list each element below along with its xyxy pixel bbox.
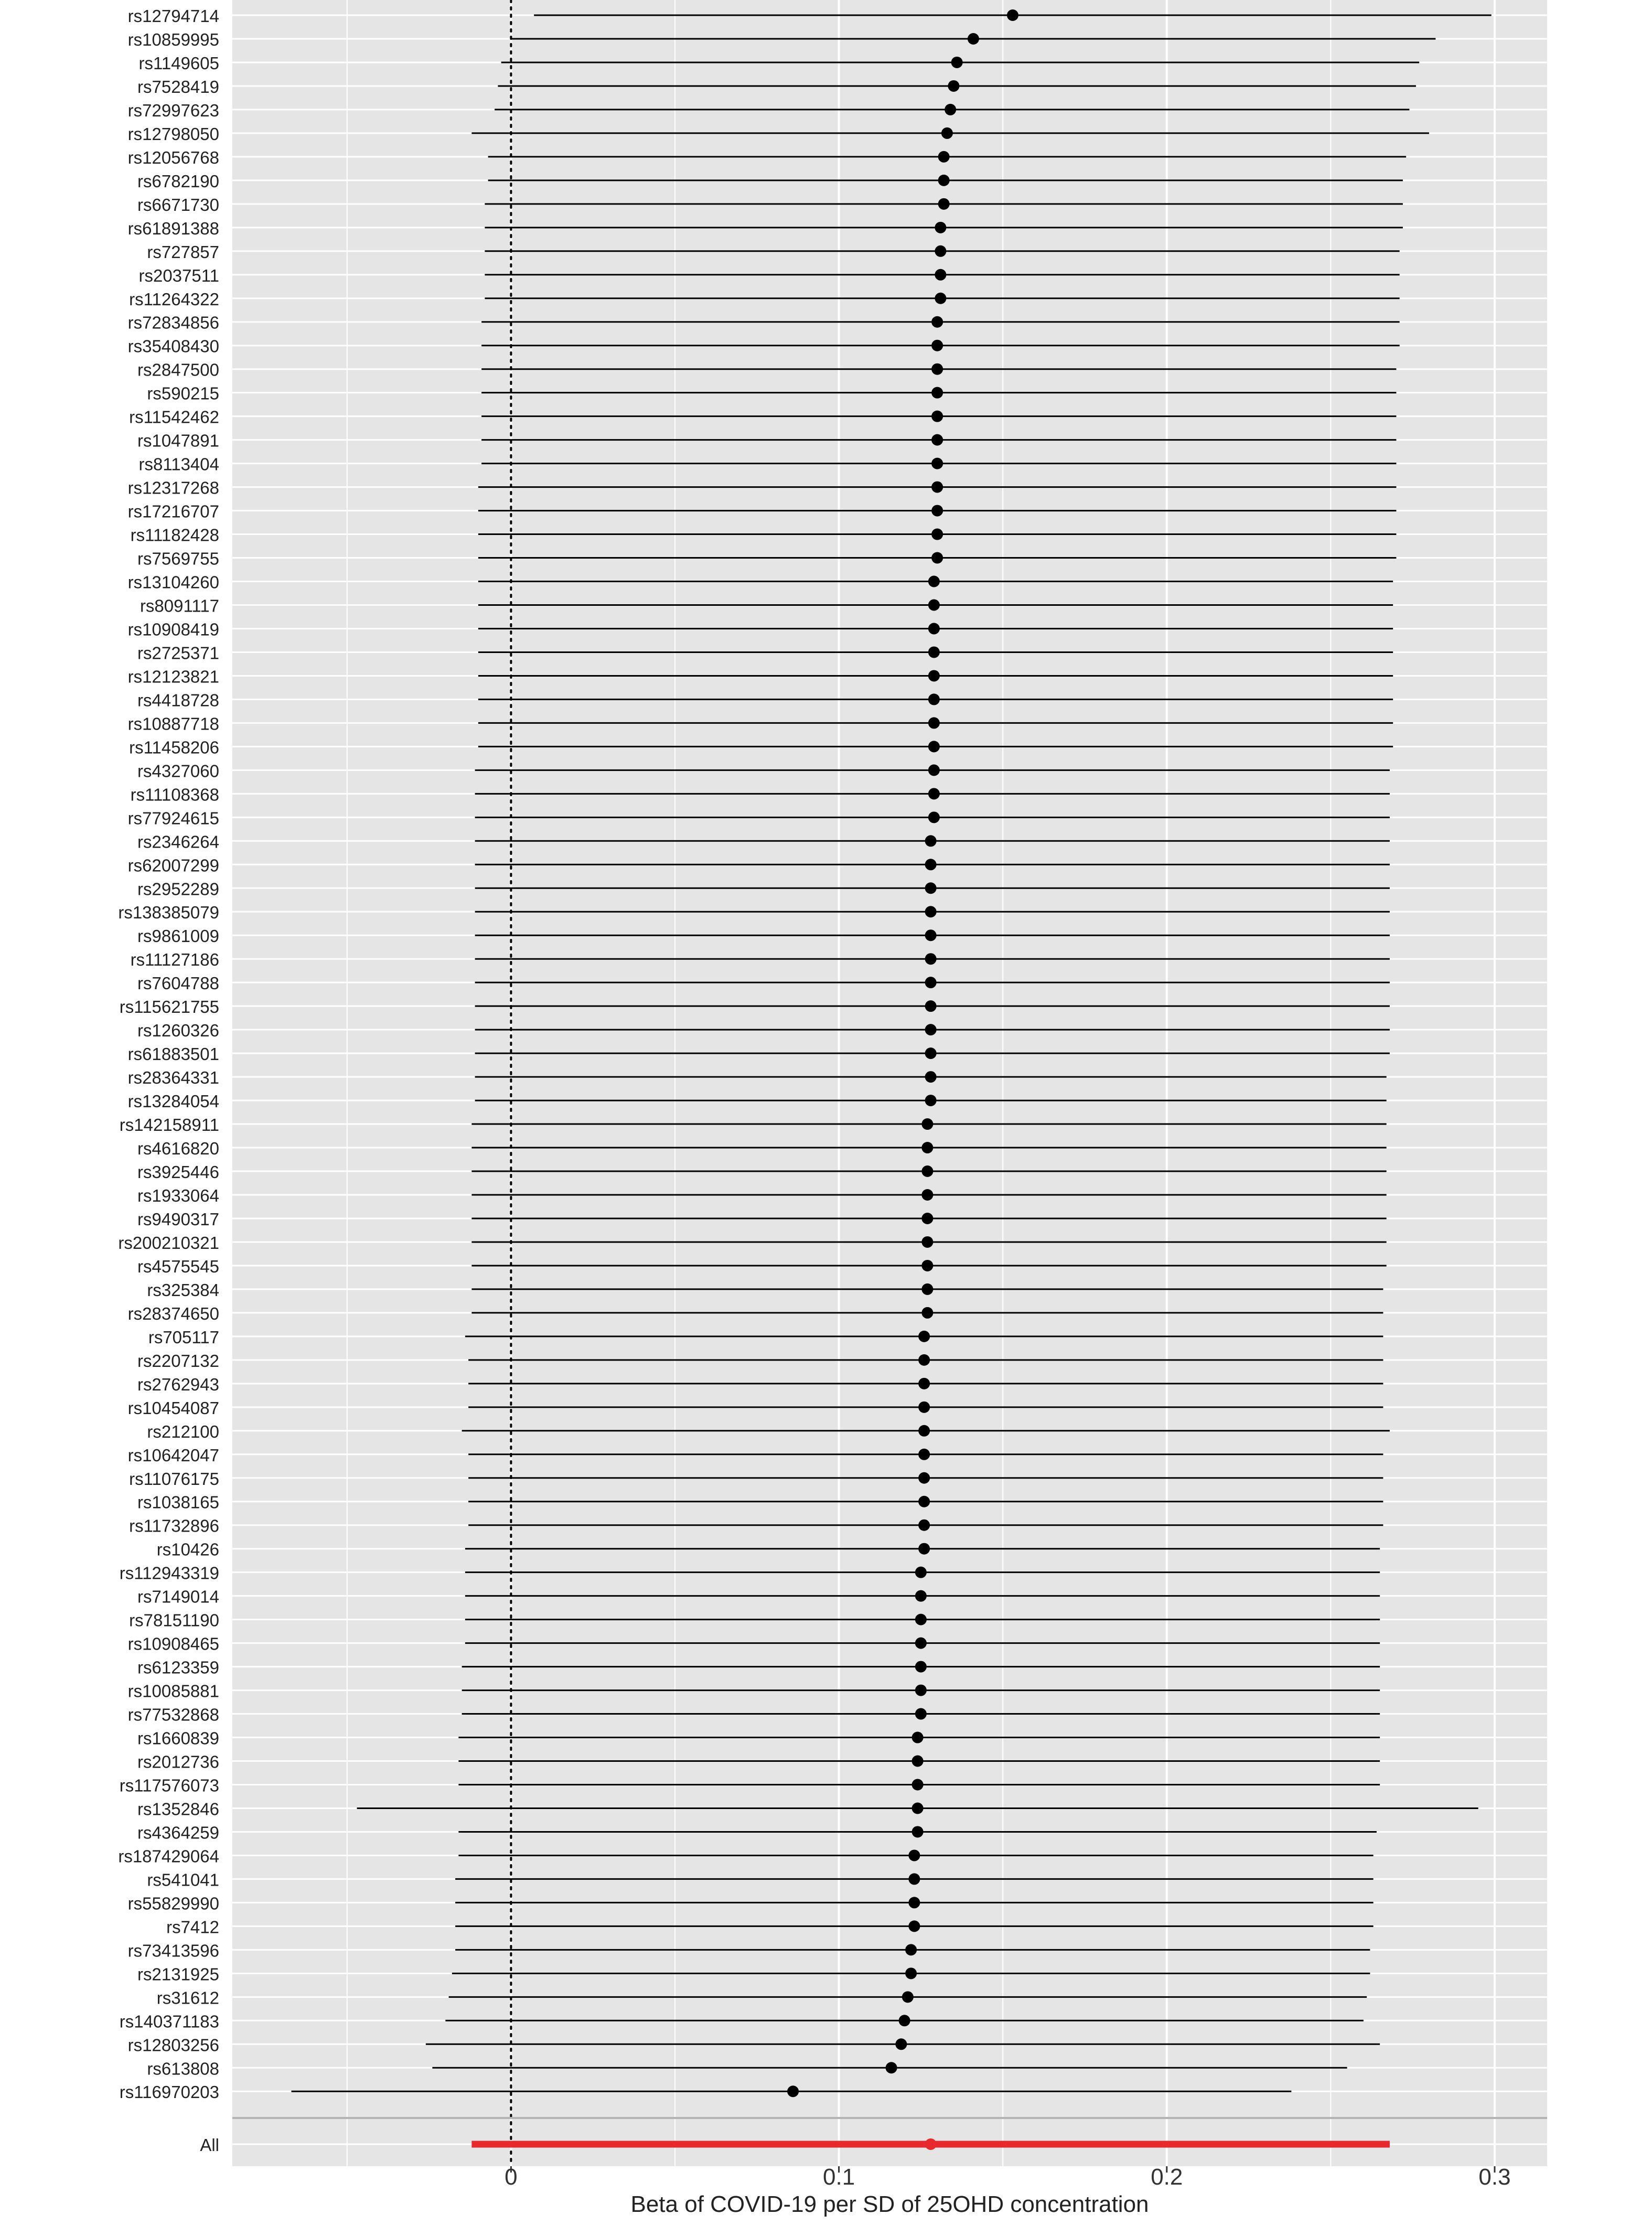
point-estimate [931, 529, 943, 540]
point-estimate [928, 600, 940, 611]
snp-label: rs6123359 [137, 1657, 219, 1677]
snp-label: rs17216707 [127, 501, 219, 521]
snp-label: rs10454087 [127, 1398, 219, 1418]
snp-label: rs212100 [147, 1421, 219, 1441]
point-estimate [918, 1449, 930, 1460]
point-estimate [935, 245, 946, 257]
snp-label: rs11542462 [129, 407, 219, 427]
snp-label: rs77532868 [127, 1705, 219, 1725]
point-estimate [918, 1496, 930, 1507]
snp-label: rs705117 [148, 1327, 219, 1347]
snp-label: rs116970203 [119, 2082, 219, 2102]
point-estimate [899, 2015, 910, 2026]
snp-label: rs72997623 [127, 100, 219, 120]
point-estimate [918, 1354, 930, 1366]
snp-label: rs8091117 [140, 596, 219, 616]
snp-label: rs11127186 [130, 950, 219, 970]
point-estimate [912, 1779, 924, 1791]
point-estimate [948, 80, 959, 92]
point-estimate [931, 434, 943, 446]
point-estimate [912, 1756, 924, 1767]
snp-label: rs2037511 [138, 265, 219, 285]
point-estimate [925, 1047, 937, 1059]
snp-label: rs13104260 [127, 572, 219, 592]
point-estimate [931, 340, 943, 351]
snp-label: rs1660839 [137, 1728, 219, 1748]
point-estimate [925, 859, 937, 870]
snp-label: rs613808 [147, 2059, 219, 2079]
point-estimate [968, 33, 979, 45]
point-estimate [912, 1732, 924, 1743]
snp-label: rs11182428 [130, 525, 219, 545]
snp-label: rs7149014 [137, 1587, 219, 1607]
snp-label: rs6671730 [137, 195, 219, 215]
point-estimate [908, 1873, 920, 1885]
point-estimate [931, 505, 943, 517]
snp-label: rs541041 [147, 1870, 219, 1890]
point-estimate [918, 1425, 930, 1437]
point-estimate [921, 1189, 933, 1201]
snp-label: rs10426 [156, 1539, 219, 1559]
snp-label: rs1038165 [137, 1492, 219, 1512]
snp-label: rs1260326 [137, 1021, 219, 1041]
point-estimate [928, 811, 940, 823]
point-estimate [921, 1260, 933, 1271]
point-estimate [925, 835, 937, 847]
snp-label: rs187429064 [118, 1846, 219, 1866]
point-estimate [925, 1095, 937, 1106]
snp-label: rs11076175 [129, 1469, 219, 1489]
snp-label: rs200210321 [118, 1233, 219, 1253]
summary-point-estimate [925, 2138, 937, 2150]
snp-label: rs10908465 [127, 1634, 219, 1654]
snp-label: rs590215 [147, 383, 219, 403]
snp-label: rs4575545 [137, 1256, 219, 1276]
snp-label: rs4327060 [137, 761, 219, 781]
point-estimate [928, 646, 940, 658]
snp-label: rs7569755 [137, 549, 219, 569]
snp-label: rs55829990 [127, 1893, 219, 1913]
point-estimate [921, 1213, 933, 1224]
snp-label: rs4418728 [137, 690, 219, 710]
point-estimate [925, 953, 937, 965]
point-estimate [915, 1708, 927, 1720]
point-estimate [951, 57, 963, 68]
point-estimate [921, 1283, 933, 1295]
snp-label: rs2012736 [137, 1752, 219, 1772]
point-estimate [921, 1307, 933, 1319]
snp-label: rs61891388 [127, 218, 219, 238]
point-estimate [902, 1991, 914, 2003]
snp-label: rs78151190 [129, 1610, 219, 1630]
snp-label: rs77924615 [127, 808, 219, 828]
snp-label: rs2952289 [137, 879, 219, 899]
snp-label: rs13284054 [127, 1092, 219, 1111]
snp-label: rs2131925 [137, 1964, 219, 1984]
point-estimate [915, 1567, 927, 1578]
point-estimate [925, 882, 937, 894]
snp-label: rs10908419 [127, 619, 219, 639]
snp-label: rs727857 [147, 242, 219, 262]
point-estimate [918, 1401, 930, 1413]
point-estimate [931, 458, 943, 469]
snp-label: rs72834856 [127, 313, 219, 333]
point-estimate [941, 127, 953, 139]
point-estimate [928, 788, 940, 799]
point-estimate [918, 1331, 930, 1342]
snp-label: rs7412 [166, 1917, 219, 1937]
point-estimate [908, 1897, 920, 1908]
point-estimate [928, 623, 940, 634]
snp-label: rs28374650 [127, 1303, 219, 1323]
snp-label: rs12803256 [127, 2035, 219, 2055]
snp-label: rs2847500 [137, 360, 219, 380]
point-estimate [938, 198, 950, 210]
snp-label: rs6782190 [137, 171, 219, 191]
point-estimate [908, 1849, 920, 1861]
summary-label: All [200, 2135, 219, 2155]
x-tick-label: 0.1 [823, 2164, 855, 2190]
snp-label: rs9490317 [137, 1209, 219, 1229]
snp-label: rs12317268 [127, 478, 219, 498]
point-estimate [915, 1590, 927, 1602]
point-estimate [928, 741, 940, 752]
snp-label: rs10887718 [127, 714, 219, 734]
snp-label: rs2207132 [137, 1351, 219, 1371]
snp-label: rs325384 [147, 1280, 219, 1300]
snp-label: rs3925446 [137, 1162, 219, 1182]
point-estimate [945, 104, 956, 115]
point-estimate [935, 222, 946, 233]
plot-panel [232, 0, 1547, 2166]
snp-label: rs11264322 [129, 289, 219, 309]
snp-label: rs61883501 [127, 1044, 219, 1064]
point-estimate [925, 1000, 937, 1012]
snp-label: rs31612 [156, 1988, 219, 2008]
point-estimate [921, 1165, 933, 1177]
snp-label: rs4616820 [137, 1139, 219, 1159]
point-estimate [921, 1236, 933, 1248]
point-estimate [928, 576, 940, 587]
snp-label: rs2346264 [137, 832, 219, 852]
snp-label: rs9861009 [137, 926, 219, 946]
point-estimate [787, 2085, 799, 2097]
point-estimate [905, 1944, 917, 1955]
point-estimate [931, 387, 943, 399]
point-estimate [915, 1614, 927, 1625]
point-estimate [925, 929, 937, 941]
snp-label: rs1933064 [137, 1186, 219, 1205]
point-estimate [908, 1920, 920, 1932]
point-estimate [905, 1967, 917, 1979]
point-estimate [928, 717, 940, 729]
snp-label: rs4364259 [137, 1823, 219, 1843]
point-estimate [931, 363, 943, 375]
point-estimate [915, 1685, 927, 1696]
point-estimate [915, 1638, 927, 1649]
snp-label: rs73413596 [127, 1941, 219, 1961]
snp-label: rs11108368 [130, 785, 219, 805]
point-estimate [931, 316, 943, 328]
snp-label: rs10642047 [127, 1445, 219, 1465]
snp-label: rs12798050 [127, 124, 219, 144]
snp-label: rs12123821 [127, 667, 219, 687]
point-estimate [935, 293, 946, 304]
point-estimate [918, 1472, 930, 1484]
snp-label: rs1047891 [137, 431, 219, 451]
point-estimate [1007, 9, 1018, 21]
point-estimate [931, 482, 943, 493]
point-estimate [938, 175, 950, 186]
snp-label: rs142158911 [119, 1115, 219, 1135]
point-estimate [912, 1802, 924, 1814]
snp-label: rs7528419 [137, 77, 219, 97]
snp-label: rs115621755 [119, 997, 219, 1017]
point-estimate [925, 1071, 937, 1083]
snp-label: rs112943319 [119, 1563, 219, 1583]
point-estimate [928, 670, 940, 681]
snp-label: rs12056768 [127, 147, 219, 167]
snp-label: rs62007299 [127, 855, 219, 875]
snp-label: rs2725371 [137, 643, 219, 663]
point-estimate [918, 1520, 930, 1531]
point-estimate [931, 552, 943, 564]
x-axis-title: Beta of COVID-19 per SD of 25OHD concentration [630, 2191, 1149, 2217]
point-estimate [925, 1024, 937, 1035]
point-estimate [921, 1118, 933, 1130]
x-tick-label: 0.2 [1151, 2164, 1183, 2190]
point-estimate [886, 2062, 897, 2073]
snp-label: rs8113404 [138, 454, 219, 474]
snp-label: rs2762943 [137, 1374, 219, 1394]
snp-label: rs1352846 [137, 1799, 219, 1819]
snp-label: rs10085881 [127, 1681, 219, 1701]
point-estimate [938, 151, 950, 163]
snp-label: rs1149605 [138, 53, 219, 73]
point-estimate [928, 764, 940, 776]
point-estimate [935, 269, 946, 281]
x-tick-label: 0 [505, 2164, 518, 2190]
point-estimate [912, 1826, 924, 1837]
snp-label: rs11732896 [129, 1516, 219, 1536]
snp-label: rs11458206 [129, 737, 219, 757]
point-estimate [915, 1661, 927, 1673]
point-estimate [928, 693, 940, 705]
point-estimate [895, 2038, 907, 2050]
snp-label: rs7604788 [137, 973, 219, 993]
point-estimate [931, 411, 943, 422]
point-estimate [918, 1543, 930, 1555]
snp-label: rs28364331 [127, 1068, 219, 1088]
snp-label: rs117576073 [119, 1775, 219, 1795]
point-estimate [925, 906, 937, 917]
point-estimate [921, 1142, 933, 1153]
snp-label: rs140371183 [119, 2012, 219, 2031]
point-estimate [918, 1378, 930, 1389]
point-estimate [925, 977, 937, 988]
x-tick-label: 0.3 [1478, 2164, 1511, 2190]
snp-label: rs12794714 [127, 6, 219, 26]
snp-label: rs138385079 [118, 903, 219, 923]
snp-label: rs35408430 [127, 336, 219, 356]
snp-label: rs10859995 [127, 29, 219, 49]
